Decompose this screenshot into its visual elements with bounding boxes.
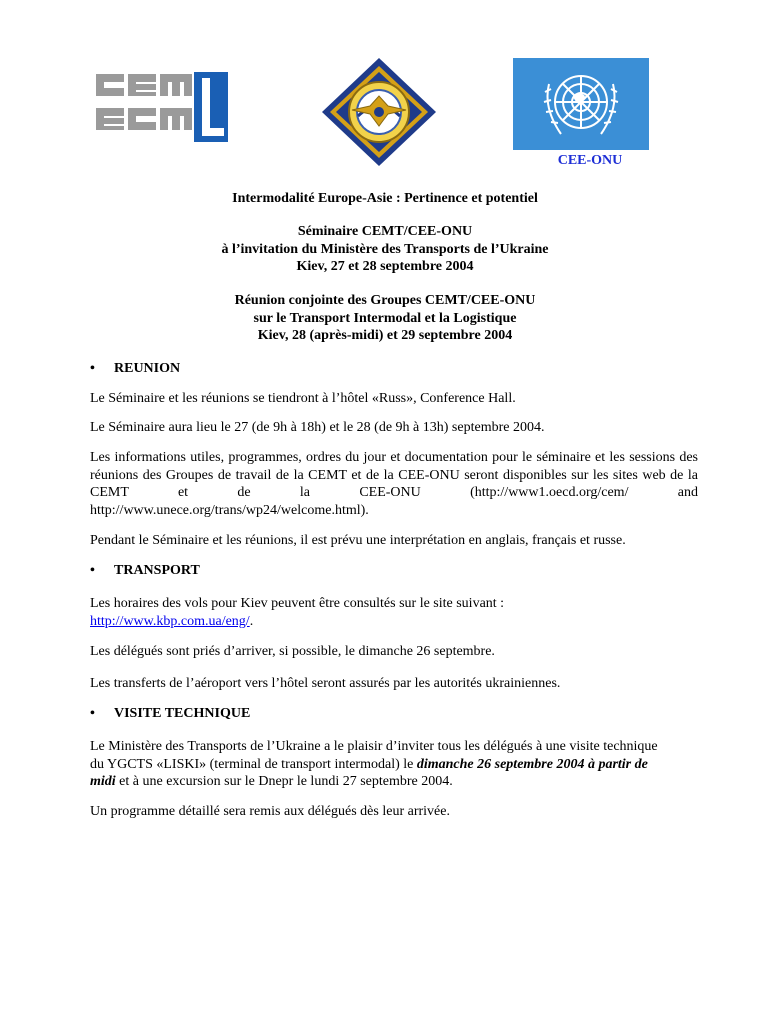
- un-caption: CEE-ONU: [557, 153, 623, 168]
- meeting-line-3: Kiev, 28 (après-midi) et 29 septembre 2004: [257, 328, 513, 343]
- section-title: TRANSPORT: [114, 563, 200, 578]
- transport-paragraph-1-text: Les horaires des vols pour Kiev peuvent être consultés sur le site suivant :: [90, 596, 505, 611]
- un-emblem: [513, 58, 649, 150]
- transport-paragraph-1: [90, 595, 698, 630]
- reunion-paragraph-2: Le Séminaire aura lieu le 27 (de 9h à 18h) et le 28 (de 9h à 13h) septembre 2004.: [90, 420, 545, 435]
- visite-text-a: Le Ministère des Transports de l’Ukraine a le plaisir d’inviter tous les délégués à une visite technique du YGCTS «LISKI» (terminal de transport intermodal) le: [90, 739, 658, 772]
- ukraine-transport-ministry-emblem: [318, 56, 440, 168]
- visite-paragraph-1: [90, 738, 675, 791]
- bullet: •: [90, 706, 95, 721]
- seminar-line-1: Séminaire CEMT/CEE-ONU: [297, 224, 473, 239]
- document-title: Intermodalité Europe-Asie : Pertinence et potentiel: [232, 191, 538, 206]
- section-title: VISITE TECHNIQUE: [114, 706, 251, 721]
- seminar-heading: [0, 223, 770, 276]
- section-visite-heading: [90, 706, 250, 722]
- period: .: [249, 613, 254, 629]
- section-transport-heading: [90, 563, 200, 579]
- meeting-line-1: Réunion conjointe des Groupes CEMT/CEE-ONU: [234, 293, 536, 308]
- seminar-line-3: Kiev, 27 et 28 septembre 2004: [296, 259, 474, 274]
- visite-paragraph-2: Un programme détaillé sera remis aux délégués dès leur arrivée.: [90, 804, 450, 819]
- meeting-heading: [0, 292, 770, 345]
- bullet: •: [90, 563, 95, 578]
- flights-link[interactable]: http://www.kbp.com.ua/eng/: [90, 613, 250, 629]
- seminar-line-2: à l’invitation du Ministère des Transports de l’Ukraine: [221, 241, 549, 257]
- section-title: REUNION: [114, 361, 181, 376]
- section-reunion-heading: [90, 361, 180, 377]
- transport-paragraph-2: Les délégués sont priés d’arriver, si possible, le dimanche 26 septembre.: [90, 644, 495, 659]
- visite-date-emphasis: dimanche 26 septembre 2004 à partir de midi: [90, 756, 648, 789]
- bullet: •: [90, 361, 95, 376]
- reunion-paragraph-3: Les informations utiles, programmes, ordres du jour et documentation pour le séminaire et les sessions des réunions des Groupes de travail de la CEMT et de la CEE-ONU seront disponibles sur les sites web de la CEMT et de la CEE-ONU (http://www1.oecd.org/cem/ and http://www.unece.org/trans/wp24/welcome.html).: [90, 450, 698, 518]
- visite-text-b: et à une excursion sur le Dnepr le lundi 27 septembre 2004.: [115, 774, 453, 789]
- cemt-ecmt-logo: [92, 68, 230, 144]
- reunion-paragraph-1: Le Séminaire et les réunions se tiendront à l’hôtel «Russ», Conference Hall.: [90, 391, 516, 406]
- meeting-line-2: sur le Transport Intermodal et la Logistique: [253, 310, 517, 326]
- transport-paragraph-3: Les transferts de l’aéroport vers l’hôtel seront assurés par les autorités ukrainiennes.: [90, 676, 561, 691]
- reunion-paragraph-4: Pendant le Séminaire et les réunions, il est prévu une interprétation en anglais, français et russe.: [90, 533, 626, 548]
